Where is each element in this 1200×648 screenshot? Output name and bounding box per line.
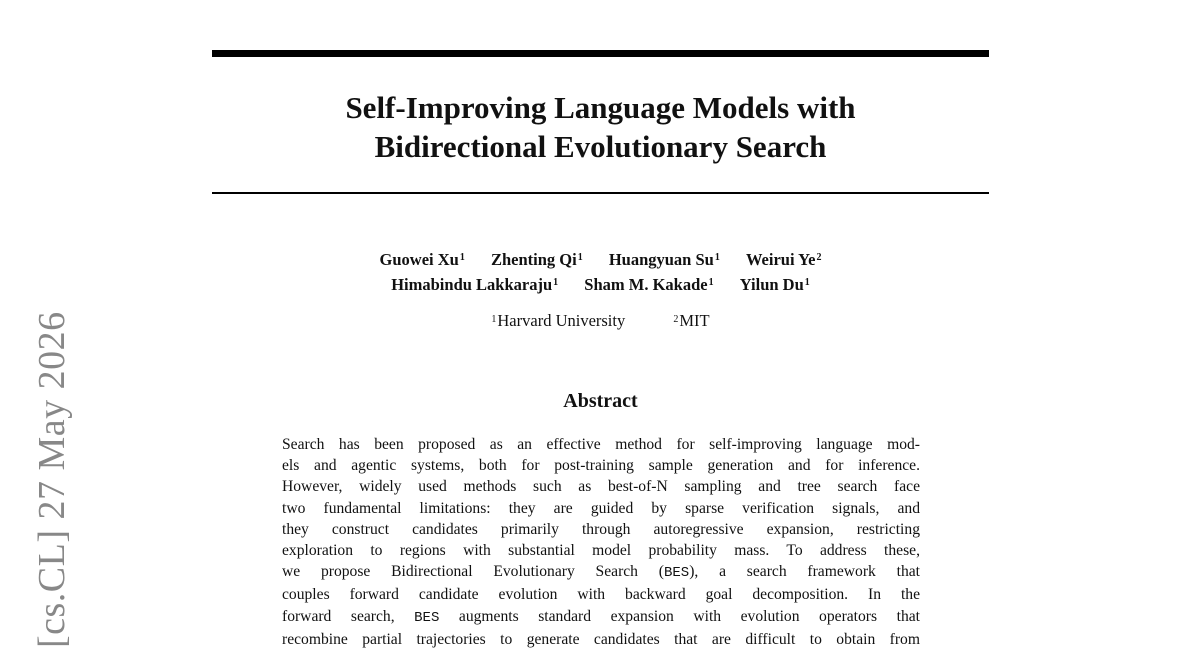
author: Sham M. Kakade$^1$ [584, 275, 714, 294]
author: Zhenting Qi$^1$ [490, 250, 583, 269]
affiliation: $^2$MIT [673, 311, 710, 330]
author: Huangyuan Su$^1$ [608, 250, 720, 269]
author-line-1 [212, 247, 989, 272]
abstract-line: els and agentic systems, both for post-training sample generation and for inference. [282, 457, 920, 475]
abstract-line: couples forward candidate evolution with backward goal decomposition. In the [282, 586, 920, 604]
abstract-line: forward search, BES augments standard expansion with evolution operators that [282, 607, 920, 626]
author-line-2 [212, 272, 989, 297]
title-line-2: Bidirectional Evolutionary Search [374, 129, 827, 164]
title-bottom-rule [212, 192, 989, 194]
paper-title [212, 88, 989, 166]
author: Himabindu Lakkaraju$^1$ [391, 275, 559, 294]
title-line-1: Self-Improving Language Models with [345, 90, 856, 125]
abstract-line: recombine partial trajectories to generate candidates that are difficult to obtain from [282, 630, 920, 648]
abstract-line: two fundamental limitations: they are guided by sparse verification signals, and [282, 499, 920, 517]
author: Guowei Xu$^1$ [379, 250, 465, 269]
abstract-body [282, 434, 920, 648]
arxiv-stamp: [cs.CL] 27 May 2026 [31, 311, 73, 648]
author: Yilun Du$^1$ [739, 275, 810, 294]
abstract-heading: Abstract [563, 390, 638, 412]
abstract-line: exploration to regions with substantial model probability mass. To address these, [282, 542, 920, 560]
affiliations [212, 310, 989, 332]
abstract-line: they construct candidates primarily through autoregressive expansion, restricting [282, 520, 920, 538]
abstract-line: Search has been proposed as an effective method for self-improving language mod- [282, 436, 920, 453]
title-top-rule [212, 50, 989, 57]
author: Weirui Ye$^2$ [745, 250, 822, 269]
affiliation: $^1$Harvard University [491, 311, 626, 330]
author-block [212, 247, 989, 297]
abstract-line: we propose Bidirectional Evolutionary Search (BES), a search framework that [282, 563, 921, 582]
abstract-line: However, widely used methods such as best-of-N sampling and tree search face [282, 478, 920, 496]
